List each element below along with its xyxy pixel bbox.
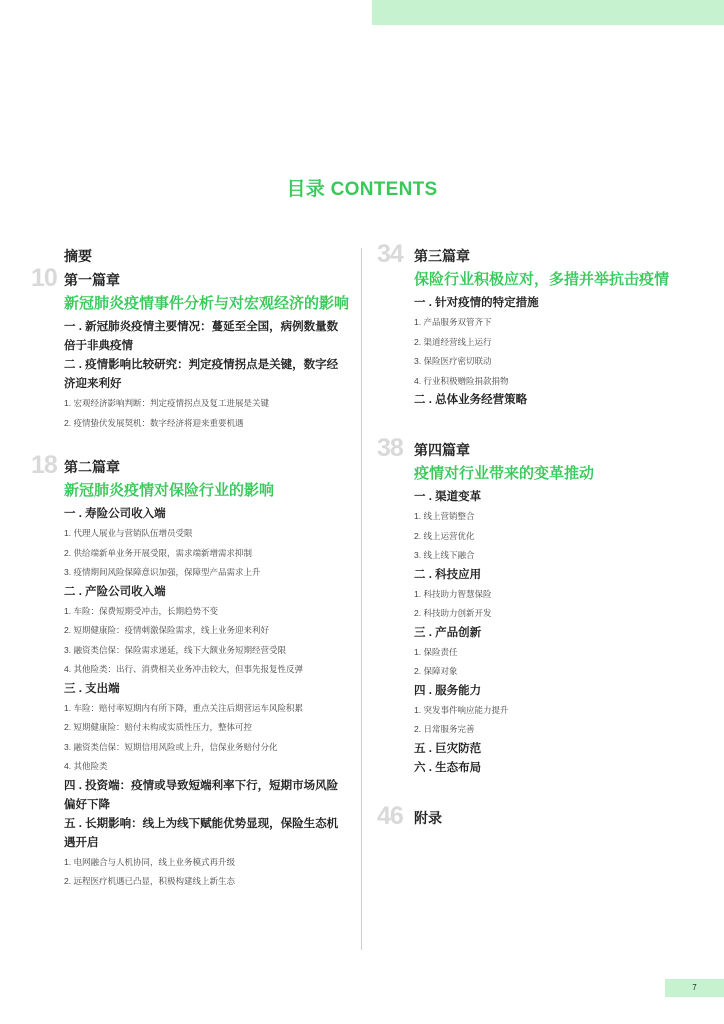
toc-subsection-item[interactable]: 1. 产品服务双管齐下 bbox=[414, 317, 492, 327]
chapter-subtitle[interactable]: 新冠肺炎疫情事件分析与对宏观经济的影响 bbox=[64, 295, 350, 312]
toc-section-title[interactable]: 一 . 渠道变革 bbox=[414, 491, 482, 503]
toc-subsection-item[interactable]: 3. 融资类信保：保险需求递延，线下大额业务短期经营受限 bbox=[64, 644, 286, 655]
toc-subsection-item[interactable]: 3. 疫情期间风险保障意识加强，保障型产品需求上升 bbox=[64, 567, 261, 577]
toc-subsection-item[interactable]: 1. 突发事件响应能力提升 bbox=[414, 704, 509, 715]
chapter-page-number: 46 bbox=[377, 801, 403, 830]
toc-subsection-item[interactable]: 2. 短期健康险：赔付未构成实质性压力，整体可控 bbox=[64, 722, 252, 732]
page-title: 目录 CONTENTS bbox=[286, 179, 438, 200]
toc-chapter-entry[interactable] bbox=[377, 434, 684, 778]
toc-subsection-item[interactable]: 2. 渠道经营线上运行 bbox=[414, 336, 492, 347]
toc-subsection-item[interactable]: 1. 宏观经济影响判断：判定疫情拐点及复工进展是关键 bbox=[64, 398, 269, 408]
toc-subsection-item[interactable]: 4. 其他险类 bbox=[64, 761, 108, 771]
toc-section-title[interactable]: 四 . 投资端：疫情或导致短端利率下行，短期市场风险偏好下降 bbox=[64, 779, 339, 811]
column-divider bbox=[361, 248, 362, 950]
toc-section-title[interactable]: 五 . 巨灾防范 bbox=[414, 742, 482, 755]
toc-section-title[interactable]: 五 . 长期影响：线上为线下赋能优势显现，保险生态机遇开启 bbox=[64, 817, 339, 849]
toc-subsection-item[interactable]: 1. 车险：保费短期受冲击，长期趋势不变 bbox=[64, 605, 218, 616]
toc-subsection-item[interactable]: 2. 日常服务完善 bbox=[414, 724, 475, 734]
chapter-page-number: 18 bbox=[31, 451, 57, 479]
toc-abstract-link[interactable]: 摘要 bbox=[64, 248, 92, 264]
toc-subsection-item[interactable]: 1. 保险责任 bbox=[414, 646, 458, 657]
chapter-heading[interactable]: 附录 bbox=[414, 809, 442, 826]
chapter-subtitle[interactable]: 新冠肺炎疫情对保险行业的影响 bbox=[64, 482, 275, 499]
right-chapters bbox=[377, 240, 684, 830]
chapter-page-number: 34 bbox=[377, 240, 403, 268]
toc-chapter-entry[interactable] bbox=[377, 801, 684, 830]
toc-subsection-item[interactable]: 1. 线上营销整合 bbox=[414, 511, 475, 521]
chapter-heading[interactable]: 第四篇章 bbox=[414, 442, 470, 458]
toc-section-title[interactable]: 一 . 寿险公司收入端 bbox=[64, 508, 166, 520]
toc-subsection-item[interactable]: 3. 融资类信保：短期信用风险或上升，信保业务赔付分化 bbox=[64, 741, 278, 752]
chapter-spacer bbox=[414, 410, 684, 438]
toc-section-title[interactable]: 一 . 针对疫情的特定措施 bbox=[414, 297, 539, 309]
chapter-page-number: 38 bbox=[377, 434, 403, 462]
toc-subsection-item[interactable]: 4. 其他险类：出行、消费相关业务冲击较大，但事先报复性反弹 bbox=[64, 664, 303, 674]
toc-subsection-item[interactable]: 2. 疫情蛰伏发展契机：数字经济将迎来重要机遇 bbox=[64, 417, 244, 428]
toc-section-title[interactable]: 六 . 生态布局 bbox=[414, 761, 482, 774]
toc-chapter-entry[interactable] bbox=[377, 240, 684, 410]
chapter-heading[interactable]: 第二篇章 bbox=[64, 459, 120, 475]
toc-subsection-item[interactable]: 4. 行业积极赠险捐款捐物 bbox=[414, 375, 509, 386]
chapter-heading[interactable]: 第三篇章 bbox=[414, 248, 470, 264]
chapter-subtitle[interactable]: 保险行业积极应对，多措并举抗击疫情 bbox=[414, 271, 670, 288]
toc-section-title[interactable]: 二 . 产险公司收入端 bbox=[64, 585, 166, 598]
toc-left-column bbox=[31, 244, 350, 892]
toc-subsection-item[interactable]: 1. 代理人展业与营销队伍增员受限 bbox=[64, 528, 193, 538]
toc-subsection-item[interactable]: 2. 科技助力创新开发 bbox=[414, 608, 492, 618]
chapter-page-number: 10 bbox=[31, 264, 57, 292]
toc-section-title[interactable]: 三 . 支出端 bbox=[64, 682, 120, 695]
toc-chapter-entry[interactable] bbox=[31, 451, 349, 892]
toc-subsection-item[interactable]: 1. 车险：赔付率短期内有所下降，重点关注后期营运车风险积累 bbox=[64, 702, 303, 713]
toc-right-column bbox=[377, 240, 684, 830]
toc-section-title[interactable]: 三 . 产品创新 bbox=[414, 626, 482, 639]
toc-section-title[interactable]: 二 . 总体业务经营策略 bbox=[414, 394, 528, 406]
toc-subsection-item[interactable]: 2. 远程医疗机遇已凸显，积极构建线上新生态 bbox=[64, 876, 235, 886]
header-accent-band bbox=[372, 0, 724, 25]
toc-subsection-item[interactable]: 2. 短期健康险：疫情刺激保险需求，线上业务迎来利好 bbox=[64, 625, 269, 635]
toc-subsection-item[interactable]: 2. 供给端新单业务开展受限，需求端新增需求抑制 bbox=[64, 547, 252, 558]
toc-section-title[interactable]: 四 . 服务能力 bbox=[414, 684, 482, 697]
toc-subsection-item[interactable]: 2. 保障对象 bbox=[414, 666, 458, 676]
toc-section-title[interactable]: 一 . 新冠肺炎疫情主要情况：蔓延至全国，病例数量数倍于非典疫情 bbox=[64, 321, 339, 352]
chapter-heading[interactable]: 第一篇章 bbox=[64, 272, 120, 288]
toc-subsection-item[interactable]: 3. 保险医疗密切联动 bbox=[414, 356, 492, 366]
toc-subsection-item[interactable]: 3. 线上线下融合 bbox=[414, 550, 475, 560]
chapter-spacer bbox=[64, 433, 349, 455]
page-number: 7 bbox=[665, 979, 724, 997]
toc-chapter-entry[interactable] bbox=[31, 264, 350, 433]
chapter-subtitle[interactable]: 疫情对行业带来的变革推动 bbox=[414, 465, 595, 482]
toc-subsection-item[interactable]: 2. 线上运营优化 bbox=[414, 530, 475, 541]
toc-section-title[interactable]: 二 . 科技应用 bbox=[414, 568, 482, 581]
toc-subsection-item[interactable]: 1. 科技助力智慧保险 bbox=[414, 588, 492, 599]
toc-subsection-item[interactable]: 1. 电网融合与人机协同，线上业务模式再升级 bbox=[64, 856, 235, 867]
toc-section-title[interactable]: 二 . 疫情影响比较研究：判定疫情拐点是关键，数字经济迎来利好 bbox=[64, 359, 339, 390]
chapter-spacer bbox=[414, 778, 684, 806]
left-chapters bbox=[31, 264, 350, 892]
